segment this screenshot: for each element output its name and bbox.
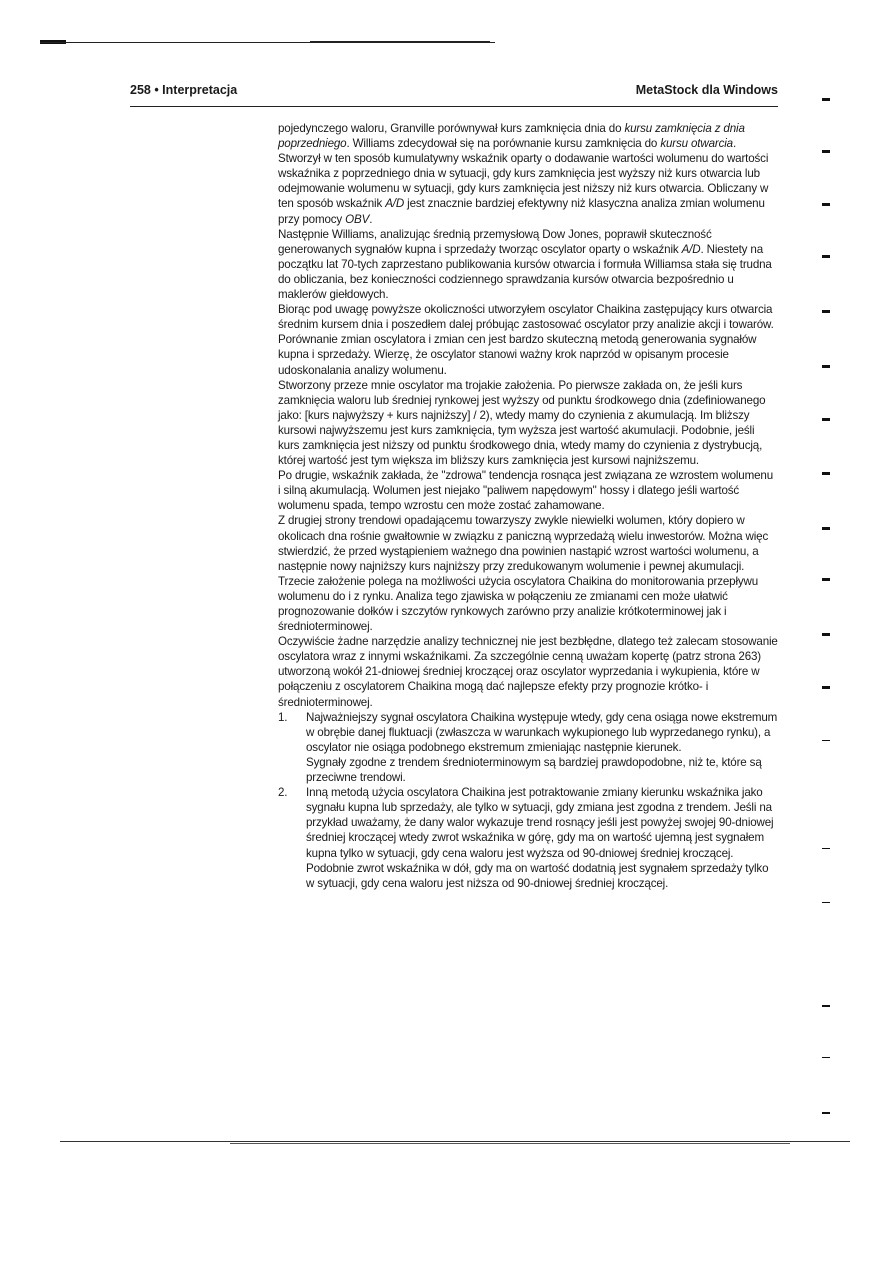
text-run: pojedynczego waloru, Granville porównywał kurs zamknięcia dnia do (278, 122, 625, 135)
page-number-section: 258 • Interpretacja (130, 83, 238, 97)
page-body (278, 121, 778, 891)
scan-margin-mark (822, 902, 830, 903)
scan-margin-mark (822, 203, 830, 206)
scan-margin-mark (822, 365, 830, 368)
paragraph: Z drugiej strony trendowi opadającemu towarzyszy zwykle niewielki wolumen, który dopiero w okolicach dna rośnie gwałtownie w związku z paniczną wyprzedażą wielu inwestorów. Można więc stwierdzić, że przed wystąpieniem ważnego dna powinien nastąpić wzrost wartości wolumenu, a następnie nowy najniższy kurs najniższy przy zredukowanym wolumenie i pewnej akumulacji. (278, 514, 769, 573)
paragraph: Oczywiście żadne narzędzie analizy technicznej nie jest bezbłędne, dlatego też zalecam stosowanie oscylatora wraz z innymi wskaźnikami. Za szczególnie cenną uważam kopertę (patrz strona 263) utworzoną wokół 21-dniowej średniej kroczącej oraz oscylator wyprzedania i wykupienia, które w połączeniu z oscylatorem Chaikina mogą dać najlepsze efekty przy prognozie krótko- i średnioterminowej. (278, 635, 778, 709)
italic-run: A/D (681, 242, 701, 256)
list-item (278, 785, 778, 891)
scan-margin-mark (822, 418, 830, 421)
paragraph: Biorąc pod uwagę powyższe okoliczności utworzyłem oscylator Chaikina zastępujący kurs otwarcia średnim kursem dnia i poszedłem dalej próbując zastosować oscylator przy analizie akcji i towarów. Porównanie zmian oscylatora i zmian cen jest bardzo skuteczną metodą generowania sygnałów kupna i sprzedaży. Wierzę, że oscylator stanowi ważny krok naprzód w opisanym procesie udoskonalania analizy wolumenu. (278, 303, 774, 377)
italic-run: kursu zamknięcia z dnia poprzedniego (278, 122, 745, 151)
book-title: MetaStock dla Windows (635, 83, 778, 97)
list-number: 2. (278, 786, 288, 800)
text-run: . Stworzył w ten sposób kumulatywny wskaźnik oparty o dodawanie wartości wolumenu do wartości wskaźnika z poprzedniego dnia w sytuacji, gdy kurs zamknięcia jest wyższy niż kurs otwarcia lub odejmowanie wolumenu w sytuacji, gdy kurs zamknięcia jest niższy niż kurs otwarcia. Obliczany w ten sposób wskaźnik (278, 137, 769, 211)
paragraph: Po drugie, wskaźnik zakłada, że "zdrowa" tendencja rosnąca jest związana ze wzrostem wolumenu i silną akumulacją. Wolumen jest niejako "paliwem napędowym" hossy i dlatego jeśli wartość wolumenu spada, tempo wzrostu cen może zostać zahamowane. (278, 469, 773, 513)
scan-margin-mark (822, 472, 830, 475)
scan-margin-mark (822, 150, 830, 153)
scan-margin-mark (822, 527, 830, 530)
scan-margin-mark (822, 310, 830, 313)
italic-run: OBV (345, 212, 370, 226)
scan-margin-mark (822, 848, 830, 849)
scan-top-rule-bold (310, 41, 490, 43)
footer-rule-secondary (230, 1143, 790, 1144)
scan-margin-mark (822, 1112, 830, 1114)
italic-run: A/D (385, 197, 405, 211)
scan-margin-mark (822, 740, 830, 741)
header-rule (130, 106, 778, 107)
text-run: Następnie Williams, analizując średnią przemysłową Dow Jones, poprawił skuteczność generowanych sygnałów kupna i sprzedaży tworząc oscylator oparty o wskaźnik (278, 227, 712, 256)
numbered-list (278, 710, 778, 891)
list-item-text: Inną metodą użycia oscylatora Chaikina jest potraktowanie zmiany kierunku wskaźnika jako sygnału kupna lub sprzedaży, ale tylko w sytuacji, gdy zmiana jest zgodna z trendem. Jeśli na przykład uważamy, że dany walor wykazuje trend rosnący jeśli jest powyżej swojej 90-dniowej średniej kroczącej wtedy zwrot wskaźnika w górę, gdy ma on wartość ujemną jest sygnałem kupna tylko w sytuacji, gdy cena waloru jest wyższa od 90-dniowej średniej kroczącej. Podobnie zwrot wskaźnika w dół, gdy ma on wartość dodatnią jest sygnałem sprzedaży tylko w sytuacji, gdy cena waloru jest niższa od 90-dniowej średniej kroczącej. (306, 786, 774, 890)
scan-margin-mark (822, 1057, 830, 1058)
page-header (130, 83, 778, 103)
scan-margin-mark (822, 1005, 830, 1007)
text-run: . (369, 212, 373, 226)
text-run: . Williams zdecydował się na porównanie kursu zamknięcia do (346, 137, 661, 151)
footer-rule (60, 1141, 850, 1142)
list-item (278, 710, 778, 785)
italic-run: kursu otwarcia (660, 137, 733, 151)
list-item-text: Najważniejszy sygnał oscylatora Chaikina występuje wtedy, gdy cena osiąga nowe ekstremum w obrębie danej fluktuacji (zwłaszcza w warunkach wykupionego lub wyprzedanego rynku), a oscylator nie osiąga podobnego ekstremum zmieniając następnie kierunek. (306, 710, 778, 754)
scan-margin-mark (822, 255, 830, 258)
scan-margin-mark (822, 686, 830, 689)
list-number: 1. (278, 710, 288, 724)
list-item-text: Sygnały zgodne z trendem średnioterminowym są bardziej prawdopodobne, niż te, które są przeciwne trendowi. (306, 755, 762, 785)
text-run: . Niestety na początku lat 70-tych zaprzestano publikowania kursów otwarcia i formuła Williamsa stała się trudna do obliczania, bez konieczności codziennego sprawdzania kursów otwarcia bezpośrednio u maklerów giełdowych. (278, 242, 772, 302)
text-run: jest znacznie bardziej efektywny niż klasyczna analiza zmian wolumenu przy pomocy (278, 197, 765, 226)
paragraph (278, 121, 778, 227)
scan-margin-mark (822, 578, 830, 581)
scan-margin-mark (822, 98, 830, 101)
paragraph (278, 227, 778, 302)
scan-margin-mark (822, 633, 830, 636)
paragraph: Stworzony przeze mnie oscylator ma trojakie założenia. Po pierwsze zakłada on, że jeśli kurs zamknięcia waloru lub średniej rynkowej jest wyższy od punktu środkowego dnia (zdefiniowanego jako: [kurs najwyższy + kurs najniższy] / 2), wtedy mamy do czynienia z akumulacją. Im bliższy kursowi najwyższemu jest kurs zamknięcia, tym wyższa jest wartość akumulacji. Podobnie, jeśli kurs zamknięcia jest niższy od punktu środkowego dnia, wtedy mamy do czynienia z dystrybucją, której wartość jest tym większa im bliższy kurs zamknięcia jest kursowi najniższemu. (278, 378, 766, 468)
paragraph: Trzecie założenie polega na możliwości użycia oscylatora Chaikina do monitorowania przepływu wolumenu do i z rynku. Analiza tego zjawiska w połączeniu ze zmianami cen może ułatwić prognozowanie dołków i szczytów rynkowych zarówno przy analizie krótkoterminowej jak i średnioterminowej. (278, 574, 759, 634)
